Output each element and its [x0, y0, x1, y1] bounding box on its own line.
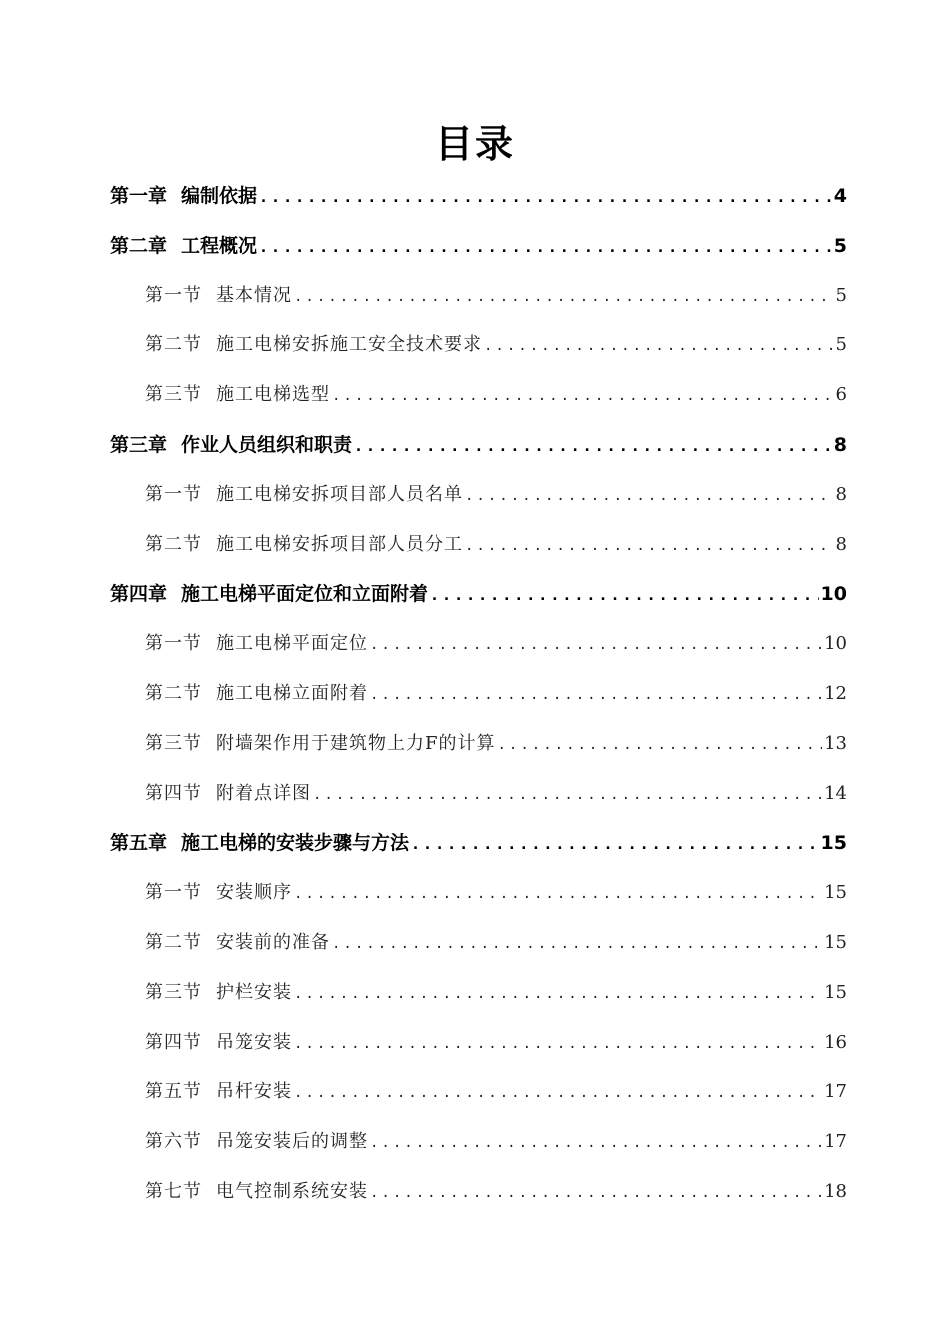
toc-chapter-entry[interactable] [110, 578, 847, 610]
toc-dot-leader [370, 1177, 822, 1209]
toc-entry-title: 施工电梯的安装步骤与方法 [181, 832, 410, 854]
toc-page-number: 18 [824, 1181, 847, 1202]
toc-entry-label: 第一章 [110, 185, 168, 207]
toc-entry-title: 施工电梯安拆项目部人员分工 [216, 534, 463, 555]
toc-entry-title: 电气控制系统安装 [216, 1181, 368, 1202]
toc-page-number: 10 [824, 633, 847, 654]
toc-entry-label: 第二节 [145, 932, 202, 953]
toc-dot-leader [332, 380, 834, 412]
toc-entry-title: 施工电梯选型 [216, 384, 330, 405]
toc-dot-leader [294, 1077, 822, 1109]
toc-page-number: 12 [824, 683, 847, 704]
toc-chapter-entry[interactable] [110, 180, 847, 212]
toc-entry-label: 第三节 [145, 733, 202, 754]
toc-page-number: 10 [820, 583, 847, 605]
toc-section-entry[interactable] [145, 628, 847, 660]
toc-section-entry[interactable] [145, 529, 847, 561]
toc-page-number: 15 [824, 932, 847, 953]
toc-entry-title: 安装顺序 [216, 882, 292, 903]
toc-entry-title: 基本情况 [216, 285, 292, 306]
toc-entry-title: 施工电梯立面附着 [216, 683, 368, 704]
toc-entry-title: 吊笼安装后的调整 [216, 1131, 368, 1152]
toc-title: 目录 [434, 122, 515, 166]
toc-entry-label: 第五章 [110, 832, 168, 854]
toc-dot-leader [294, 281, 834, 313]
toc-entry-title: 施工电梯平面定位 [216, 633, 368, 654]
toc-chapter-entry[interactable] [110, 429, 847, 461]
toc-page-number: 16 [824, 1032, 847, 1053]
toc-page-number: 8 [835, 484, 847, 505]
toc-page-number: 15 [824, 882, 847, 903]
toc-entry-title: 吊笼安装 [216, 1032, 292, 1053]
toc-page-number: 15 [824, 982, 847, 1003]
toc-entry-label: 第三节 [145, 982, 202, 1003]
toc-entry-label: 第一节 [145, 882, 202, 903]
toc-page-number: 5 [835, 334, 847, 355]
toc-section-entry[interactable] [145, 877, 847, 909]
toc-dot-leader [294, 878, 822, 910]
toc-entry-label: 第四节 [145, 1032, 202, 1053]
toc-entry-label: 第一节 [145, 633, 202, 654]
toc-entry-label: 第六节 [145, 1131, 202, 1152]
toc-section-entry[interactable] [145, 678, 847, 710]
toc-page-number: 8 [833, 434, 847, 456]
toc-dot-leader [498, 729, 823, 761]
toc-dot-leader [370, 1127, 822, 1159]
toc-dot-leader [370, 679, 822, 711]
toc-dot-leader [354, 430, 832, 462]
toc-dot-leader [313, 779, 822, 811]
toc-page-number: 17 [824, 1131, 847, 1152]
toc-section-entry[interactable] [145, 329, 847, 361]
toc-entry-title: 工程概况 [181, 235, 258, 257]
toc-page-number: 5 [835, 285, 847, 306]
toc-entry-title: 护栏安装 [216, 982, 292, 1003]
toc-dot-leader [294, 1028, 822, 1060]
toc-entry-title: 安装前的准备 [216, 932, 330, 953]
toc-entry-label: 第二章 [110, 235, 168, 257]
toc-section-entry[interactable] [145, 1076, 847, 1108]
toc-entry-title: 施工电梯平面定位和立面附着 [181, 583, 429, 605]
toc-entry-label: 第二节 [145, 534, 202, 555]
toc-section-entry[interactable] [145, 927, 847, 959]
toc-page-number: 13 [824, 733, 847, 754]
toc-dot-leader [484, 330, 834, 362]
toc-dot-leader [259, 231, 832, 263]
toc-entry-title: 附着点详图 [216, 783, 311, 804]
toc-chapter-entry[interactable] [110, 230, 847, 262]
toc-entry-title: 编制依据 [181, 185, 258, 207]
toc-entry-label: 第七节 [145, 1181, 202, 1202]
toc-dot-leader [465, 480, 834, 512]
toc-entry-label: 第二节 [145, 334, 202, 355]
toc-entry-title: 施工电梯安拆施工安全技术要求 [216, 334, 482, 355]
toc-entry-label: 第五节 [145, 1081, 202, 1102]
toc-dot-leader [465, 530, 834, 562]
toc-entry-label: 第一节 [145, 285, 202, 306]
toc-entry-title: 吊杆安装 [216, 1081, 292, 1102]
toc-section-entry[interactable] [145, 280, 847, 312]
toc-section-entry[interactable] [145, 1176, 847, 1208]
toc-section-entry[interactable] [145, 379, 847, 411]
toc-page-number: 6 [835, 384, 847, 405]
toc-page-number: 5 [833, 235, 847, 257]
toc-section-entry[interactable] [145, 778, 847, 810]
toc-page-number: 4 [833, 185, 847, 207]
toc-section-entry[interactable] [145, 977, 847, 1009]
toc-entry-title: 附墙架作用于建筑物上力F的计算 [216, 733, 496, 754]
toc-section-entry[interactable] [145, 728, 847, 760]
toc-dot-leader [259, 181, 832, 213]
toc-page-number: 15 [820, 832, 847, 854]
toc-entry-label: 第二节 [145, 683, 202, 704]
toc-entry-label: 第一节 [145, 484, 202, 505]
toc-dot-leader [370, 629, 822, 661]
toc-page-number: 8 [835, 534, 847, 555]
toc-entry-label: 第四章 [110, 583, 168, 605]
toc-entry-label: 第三节 [145, 384, 202, 405]
toc-dot-leader [294, 978, 822, 1010]
toc-dot-leader [332, 928, 822, 960]
toc-entry-title: 作业人员组织和职责 [181, 434, 353, 456]
toc-section-entry[interactable] [145, 1027, 847, 1059]
toc-chapter-entry[interactable] [110, 827, 847, 859]
toc-dot-leader [430, 579, 819, 611]
toc-entry-label: 第三章 [110, 434, 168, 456]
toc-section-entry[interactable] [145, 1126, 847, 1158]
toc-dot-leader [411, 828, 819, 860]
toc-entry-title: 施工电梯安拆项目部人员名单 [216, 484, 463, 505]
toc-page-number: 17 [824, 1081, 847, 1102]
toc-entry-label: 第四节 [145, 783, 202, 804]
toc-section-entry[interactable] [145, 479, 847, 511]
toc-page-number: 14 [824, 783, 847, 804]
